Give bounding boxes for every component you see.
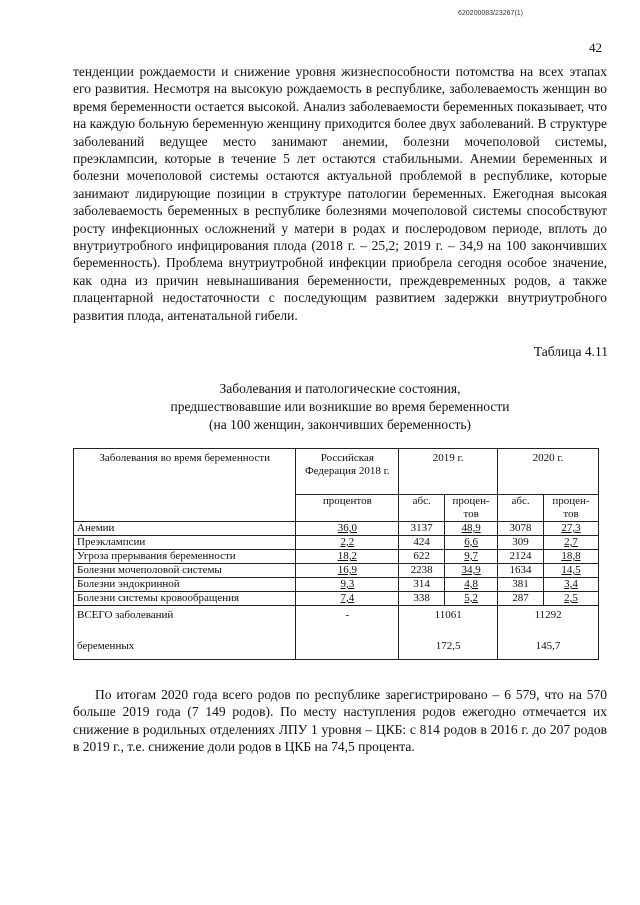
row-pct-2020 xyxy=(544,564,599,578)
total-abs-2020: 11292 xyxy=(534,609,562,621)
row-rf-value: 2,2 xyxy=(340,536,355,548)
table-row xyxy=(74,592,599,606)
row-rf xyxy=(296,522,399,536)
total-label xyxy=(74,606,296,660)
table-row xyxy=(74,522,599,536)
row-pct-2019 xyxy=(445,592,498,606)
row-rf xyxy=(296,564,399,578)
row-pct-2020 xyxy=(544,578,599,592)
row-rf-value: 16,9 xyxy=(337,564,357,576)
row-name: Анемии xyxy=(74,522,296,536)
row-abs-2020: 2124 xyxy=(498,550,544,564)
subheader-pct-2020: процен-тов xyxy=(544,495,599,522)
row-rf xyxy=(296,536,399,550)
header-2020: 2020 г. xyxy=(498,449,599,495)
row-pct-2020-value: 27,3 xyxy=(561,522,581,534)
total-abs-2019: 11061 xyxy=(434,609,462,621)
row-abs-2020: 381 xyxy=(498,578,544,592)
row-rf xyxy=(296,550,399,564)
table-row xyxy=(74,550,599,564)
row-abs-2019: 3137 xyxy=(399,522,445,536)
row-rf-value: 18,2 xyxy=(337,550,357,562)
row-pct-2019 xyxy=(445,522,498,536)
row-rf-value: 36,0 xyxy=(337,522,357,534)
page-number: 42 xyxy=(589,40,602,55)
row-abs-2020: 1634 xyxy=(498,564,544,578)
header-rf: Российская Федерация 2018 г. xyxy=(296,449,399,495)
body-paragraph-1: тенденции рождаемости и снижение уровня жизнеспособности потомства на всех этапах его развития. Несмотря на высокую рождаемость в республике, заболеваемость женщин во время беременности остается высокой. Анализ заболеваемости беременных показывает, что на каждую больную беременную женщину приходится более двух заболеваний. В структуре заболеваний ведущее место занимают анемии, болезни мочеполовой системы, преэклампсии, которые в течение 5 лет остаются стабильными. Анемии беременных и болезни мочеполовой системы остаются актуальной проблемой в республике, которые занимают лидирующие позиции в структуре патологии беременных. Ежегодная высокая заболеваемость беременных в республике болезнями мочеполовой системы способствуют росту инфекционных осложнений у матери в родах и послеродовом периоде, вплоть до внутриутробного инфицирования плода (2018 г. – 25,2; 2019 г. – 34,9 на 100 закончивших беременность). Проблема внутриутробной инфекции приобрела сегодня особое значение, как одна из причин невынашивания беременности, преждевременных родов, а также плацентарной недостаточности с последующим развитием задержки внутриутробного развития плода, антенатальной гибели. xyxy=(73,64,607,323)
header-diseases: Заболевания во время беременности xyxy=(74,449,296,522)
row-abs-2020: 309 xyxy=(498,536,544,550)
row-pct-2019-value: 5,2 xyxy=(464,592,478,604)
subheader-pct-2019: процен-тов xyxy=(445,495,498,522)
row-pct-2019-value: 4,8 xyxy=(464,578,478,590)
row-name: Болезни эндокринной xyxy=(74,578,296,592)
table-row xyxy=(74,536,599,550)
table-label: Таблица 4.11 xyxy=(533,344,608,359)
total-rf: - xyxy=(296,606,399,660)
row-rf-value: 9,3 xyxy=(340,578,355,590)
table-row xyxy=(74,564,599,578)
diseases-table xyxy=(73,448,599,660)
row-pct-2019-value: 48,9 xyxy=(461,522,481,534)
table-total-row xyxy=(74,606,599,660)
caption-line-1: Заболевания и патологические состояния, xyxy=(219,381,461,396)
total-2020 xyxy=(498,606,599,660)
subheader-percent: процентов xyxy=(296,495,399,522)
row-pct-2020-value: 3,4 xyxy=(564,578,578,590)
row-abs-2019: 622 xyxy=(399,550,445,564)
total-pct-2020: 145,7 xyxy=(535,640,561,652)
row-rf-value: 7,4 xyxy=(340,592,355,604)
table-row xyxy=(74,578,599,592)
row-name: Болезни системы кровообращения xyxy=(74,592,296,606)
total-label-line-1: ВСЕГО заболеваний xyxy=(77,609,174,621)
row-abs-2019: 314 xyxy=(399,578,445,592)
row-pct-2020 xyxy=(544,550,599,564)
row-abs-2019: 2238 xyxy=(399,564,445,578)
table-header-row xyxy=(74,449,599,495)
total-pct-2019: 172,5 xyxy=(435,640,461,652)
row-pct-2020-value: 14,5 xyxy=(561,564,581,576)
table-caption xyxy=(73,380,607,434)
row-pct-2019 xyxy=(445,536,498,550)
row-abs-2019: 424 xyxy=(399,536,445,550)
document-id: 620200083/23267(1) xyxy=(458,10,524,17)
row-pct-2020-value: 2,7 xyxy=(564,536,578,548)
row-pct-2019 xyxy=(445,564,498,578)
row-name: Угроза прерывания беременности xyxy=(74,550,296,564)
row-pct-2019-value: 9,7 xyxy=(464,550,478,562)
body-paragraph-2: По итогам 2020 года всего родов по республике зарегистрировано – 6 579, что на 570 больше 2019 года (7 149 родов). По месту наступления родов ежегодно отмечается их снижение в родильных отделениях ЛПУ 1 уровня – ЦКБ: с 814 родов в 2016 г. до 207 родов в 2019 г., т.е. снижение доли родов в ЦКБ на 74,5 процента. xyxy=(73,687,607,755)
row-pct-2019-value: 6,6 xyxy=(464,536,478,548)
row-pct-2019 xyxy=(445,578,498,592)
row-rf xyxy=(296,592,399,606)
row-name: Преэклампсии xyxy=(74,536,296,550)
caption-line-3: (на 100 женщин, закончивших беременность) xyxy=(208,417,472,432)
row-abs-2019: 338 xyxy=(399,592,445,606)
row-pct-2020 xyxy=(544,536,599,550)
subheader-abs-2019: абс. xyxy=(399,495,445,522)
row-abs-2020: 287 xyxy=(498,592,544,606)
row-pct-2020-value: 18,8 xyxy=(561,550,581,562)
row-pct-2019 xyxy=(445,550,498,564)
row-abs-2020: 3078 xyxy=(498,522,544,536)
total-label-line-2: беременных xyxy=(77,640,135,652)
row-pct-2020 xyxy=(544,522,599,536)
header-2019: 2019 г. xyxy=(399,449,498,495)
total-2019 xyxy=(399,606,498,660)
row-pct-2020 xyxy=(544,592,599,606)
row-name: Болезни мочеполовой системы xyxy=(74,564,296,578)
caption-line-2: предшествовавшие или возникшие во время беременности xyxy=(170,399,510,414)
row-rf xyxy=(296,578,399,592)
row-pct-2019-value: 34,9 xyxy=(461,564,481,576)
row-pct-2020-value: 2,5 xyxy=(564,592,578,604)
subheader-abs-2020: абс. xyxy=(498,495,544,522)
